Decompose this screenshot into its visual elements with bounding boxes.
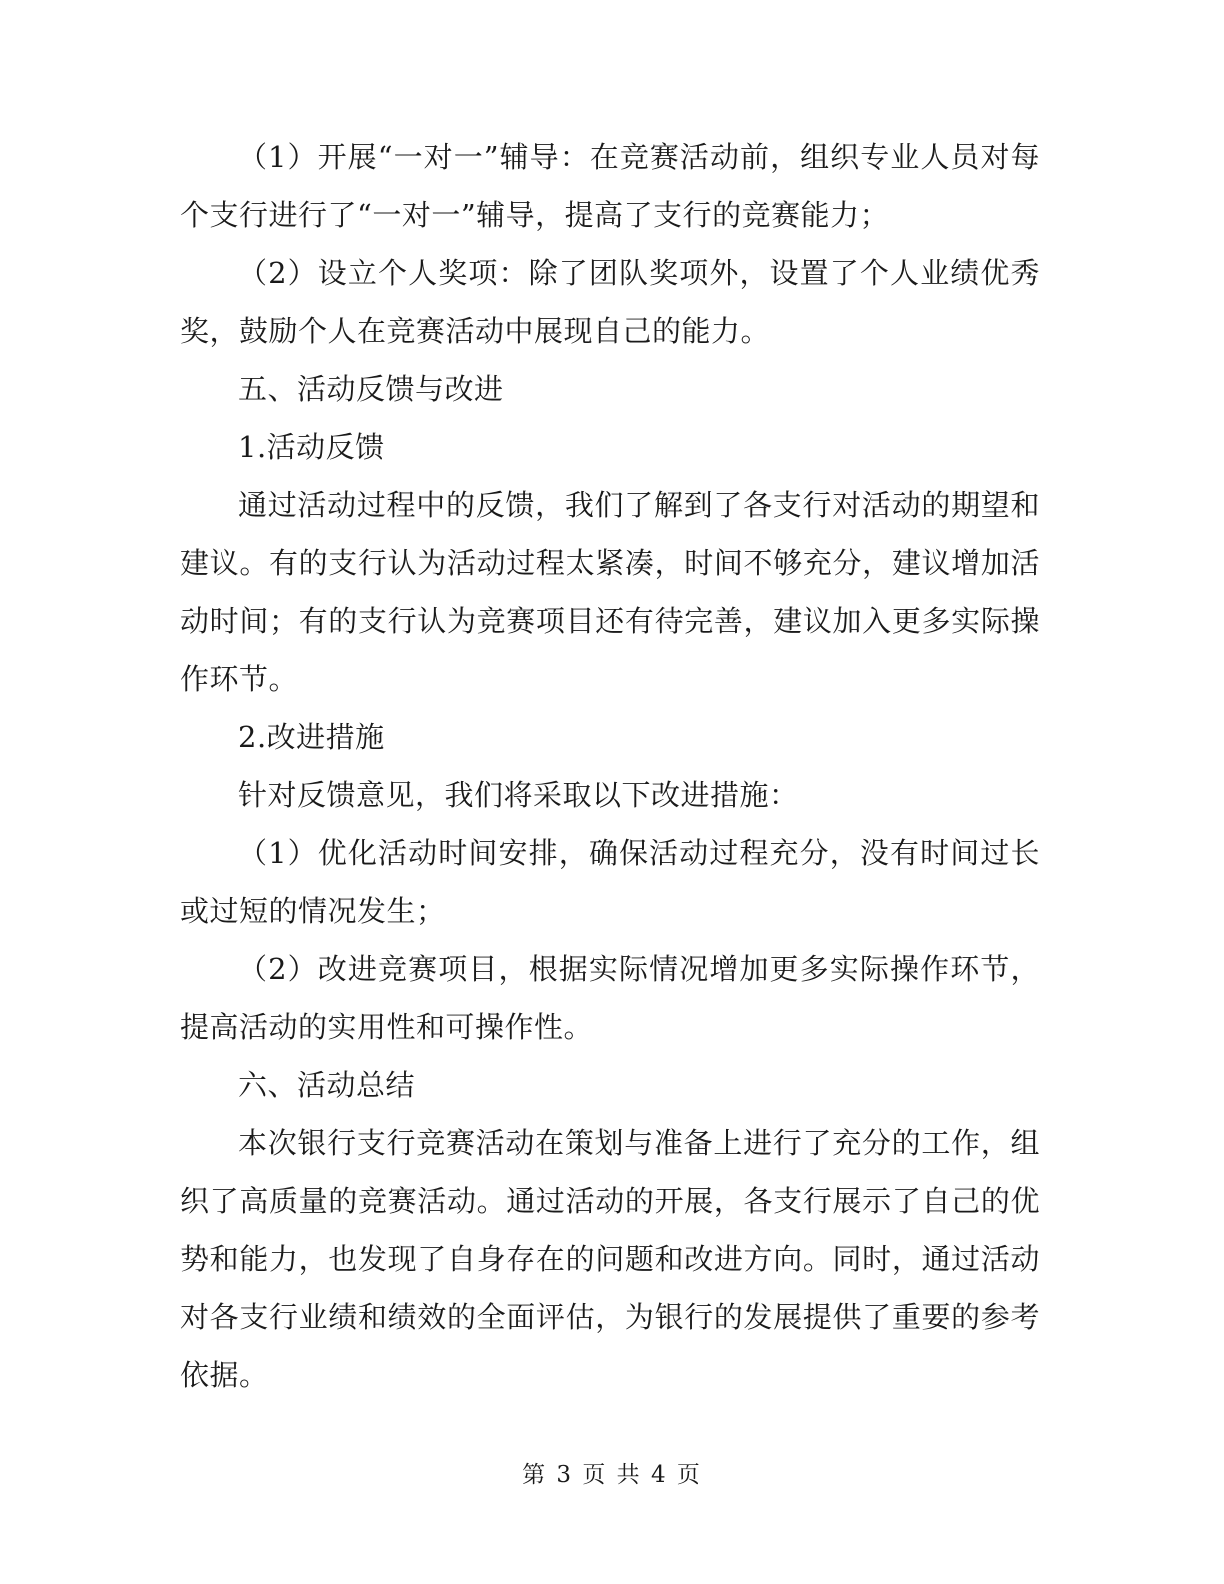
section-heading-summary: 六、活动总结: [238, 1068, 416, 1102]
subheading-activity-feedback: 1.活动反馈: [238, 430, 385, 464]
paragraph-optimize-schedule: （1）优化活动时间安排，确保活动过程充分，没有时间过长或过短的情况发生；: [180, 836, 1040, 928]
subheading-improvement-measures: 2.改进措施: [238, 720, 385, 754]
page-number-footer: 第 3 页 共 4 页: [522, 1462, 702, 1488]
paragraph-summary: 本次银行支行竞赛活动在策划与准备上进行了充分的工作，组织了高质量的竞赛活动。通过活动的开展，各支行展示了自己的优势和能力，也发现了自身存在的问题和改进方向。同时，通过活动对各支行业绩和绩效的全面评估，为银行的发展提供了重要的参考依据。: [180, 1126, 1040, 1392]
paragraph-improve-projects: （2）改进竞赛项目，根据实际情况增加更多实际操作环节，提高活动的实用性和可操作性。: [180, 952, 1040, 1044]
paragraph-individual-awards: （2）设立个人奖项：除了团队奖项外，设置了个人业绩优秀奖，鼓励个人在竞赛活动中展现自己的能力。: [180, 256, 1040, 348]
paragraph-measures-intro: 针对反馈意见，我们将采取以下改进措施：: [238, 778, 799, 812]
document-body: [180, 128, 1040, 1404]
paragraph-one-on-one-coaching: （1）开展“一对一”辅导：在竞赛活动前，组织专业人员对每个支行进行了“一对一”辅导，提高了支行的竞赛能力；: [180, 140, 1040, 232]
section-heading-feedback: 五、活动反馈与改进: [238, 372, 504, 406]
paragraph-feedback-details: 通过活动过程中的反馈，我们了解到了各支行对活动的期望和建议。有的支行认为活动过程太紧凑，时间不够充分，建议增加活动时间；有的支行认为竞赛项目还有待完善，建议加入更多实际操作环节。: [180, 488, 1040, 696]
